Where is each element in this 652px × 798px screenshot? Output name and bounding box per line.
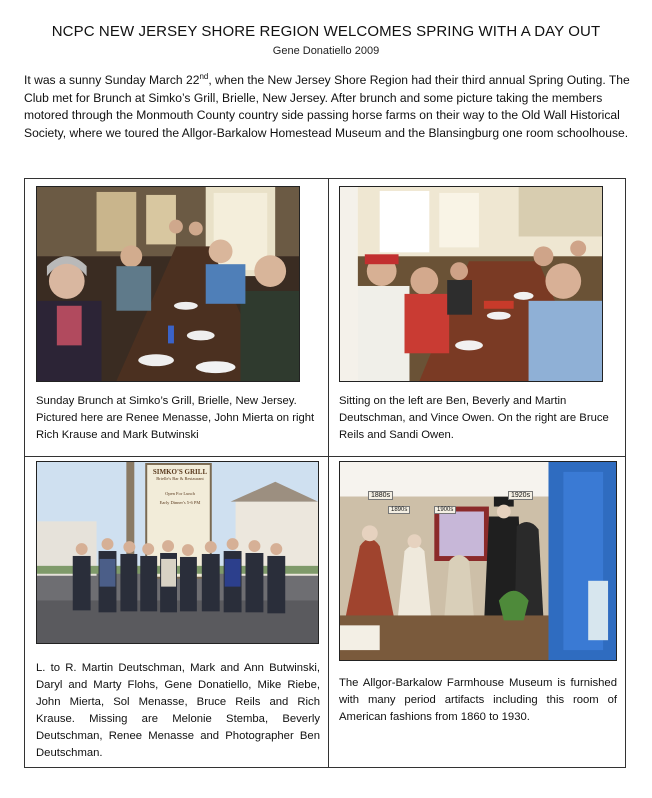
photo-group-outside <box>36 461 319 644</box>
caption-group-outside: L. to R. Martin Deutschman, Mark and Ann Butwinski, Daryl and Marty Flohs, Gene Donatiello, Mike Riebe, John Mierta, Sol Menasse, Bruce Reils and Rich Krause. Missing are Melonie Stemba, Beverly Deutschman, Renee Menasse and Photographer Ben Deutschman. <box>36 662 320 759</box>
grill-sign-dinner: Early Dinner's 5-6 PM <box>159 500 201 505</box>
era-label-1880s: 1880s <box>368 491 393 500</box>
era-label-1900s: 1900s <box>434 506 456 514</box>
photo-brunch-right <box>339 186 603 382</box>
author-line: Gene Donatiello 2009 <box>272 45 380 57</box>
grill-sign-lunch: Open For Lunch <box>165 491 195 496</box>
photo-grid <box>24 178 626 768</box>
caption-museum-room: The Allgor-Barkalow Farmhouse Museum is furnished with many period artifacts including this room of American fashions from 1860 to 1930. <box>339 677 617 723</box>
intro-text-start: It was a sunny Sunday March 22 <box>24 73 200 87</box>
intro-text-rest: , when the New Jersey Shore Region had their third annual Spring Outing. The Club met for Brunch at Simko’s Grill, Brielle, New Jersey. After brunch and some picture taking the members motored through the Monmouth County country side passing horse farms on their way to the Old Wall Historical Society, where we toured the Allgor-Barkalow Homestead Museum and the Blansingburg one room schoolhouse. <box>24 73 630 140</box>
era-label-1890s: 1890s <box>388 506 410 514</box>
page-title: NCPC NEW JERSEY SHORE REGION WELCOMES SPRING WITH A DAY OUT <box>51 23 601 40</box>
date-suffix: nd <box>199 71 209 81</box>
photo-museum-room <box>339 461 617 661</box>
caption-brunch-right: Sitting on the left are Ben, Beverly and Martin Deutschman, and Vince Owen. On the right are Bruce Reils and Sandi Owen. <box>339 395 609 441</box>
grill-sign-name: SIMKO'S GRILL <box>152 468 208 476</box>
era-label-1920s: 1920s <box>508 491 533 500</box>
grid-divider-horizontal <box>25 456 625 457</box>
intro-paragraph <box>24 72 634 142</box>
grid-divider-vertical <box>328 179 329 767</box>
grill-sign-tagline: Brielle's Bar & Restaurant <box>156 476 204 481</box>
grill-sign <box>149 468 211 505</box>
photo-brunch-left <box>36 186 300 382</box>
caption-brunch-left: Sunday Brunch at Simko’s Grill, Brielle, New Jersey. Pictured here are Renee Menasse, John Mierta on right Rich Krause and Mark Butwinski <box>36 395 315 441</box>
